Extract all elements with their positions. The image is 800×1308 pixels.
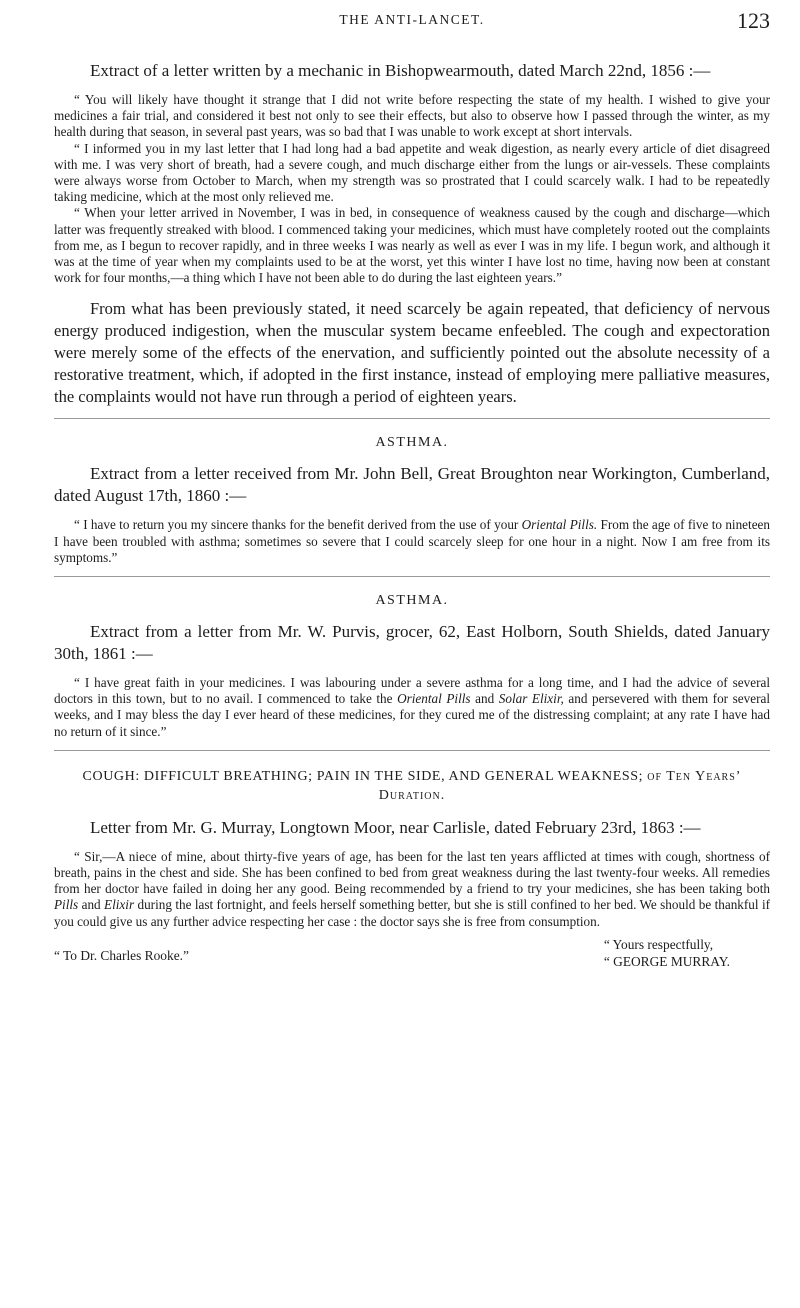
letter-intro-bishopwearmouth: Extract of a letter written by a mechanic in Bishopwearmouth, dated March 22nd, 1856 :— [90,61,711,80]
signature-block [54,936,770,984]
running-title: THE ANTI-LANCET. [339,12,485,27]
letter-murray [54,849,770,930]
letter-text: during the last fortnight, and feels herself something better, but she is still confined to her bed. We should be thankful if you could give us any further advice respecting her case : the doctor says she is free from consumption. [54,897,771,929]
letter-bell [54,517,770,566]
section-divider [54,418,770,419]
section-heading-asthma: ASTHMA. [375,435,449,451]
product-name: Solar Elixir, [498,691,564,707]
signature: “ GEORGE MURRAY. [603,953,730,969]
letter-text: “ I have great faith in your medicines. I was labouring under a severe asthma for a long time, and I had the advice of several doctors in this town, but to no avail. I commenced to take the [54,675,770,707]
letter-paragraph [54,849,770,930]
letter-intro-purvis: Extract from a letter from Mr. W. Purvis, grocer, 62, East Holborn, South Shields, dated January 30th, 1861 :— [54,622,770,664]
section-heading-asthma: ASTHMA. [375,593,449,609]
letter-paragraph: “ You will likely have thought it strange that I did not write before respecting the state of my health. I wished to give your medicines a fair trial, and considered it best not only to see their effects, but also to observe how I passed through the winter, as my health during that season, in several past years, was so bad that I was unable to work except at short intervals. [54,92,770,140]
page-header [54,0,770,60]
page-number: 123 [737,8,770,33]
section-heading-cough [54,767,770,805]
section-divider [54,750,770,751]
closing [604,936,730,970]
commentary-paragraph: From what has been previously stated, it need scarcely be again repeated, that deficiency of nervous energy produced indigestion, when the muscular system became enfeebled. The cough and expectoration were merely some of the effects of the enervation, and sufficiently pointed out the absolute necessity of a restorative treatment, which, if adopted in the first instance, instead of employing mere palliative measures, the complaints would not have run through a period of eighteen years. [54,299,770,407]
heading-duration: of Ten Years’ Duration. [378,768,742,803]
product-name: Oriental Pills [397,691,471,707]
addressee: “ To Dr. Charles Rooke.” [54,947,189,963]
letter-intro-murray: Letter from Mr. G. Murray, Longtown Moor, near Carlisle, dated February 23rd, 1863 :— [90,817,701,837]
letter-bishopwearmouth [54,92,770,286]
product-name: Pills [54,897,79,913]
closing-salutation: “ Yours respectfully, [603,936,714,952]
product-name: Elixir [104,897,135,913]
section-divider [54,576,770,577]
letter-text: and [470,691,499,707]
letter-paragraph [54,517,770,566]
product-name: Oriental Pills. [521,517,598,533]
letter-paragraph: “ When your letter arrived in November, I was in bed, in consequence of weakness caused by the cough and discharge—which latter was frequently streaked with blood. I commenced taking your medicines, which must have completely rooted out the complaints from me, as I begun to recover rapidly, and in three weeks I was nearly as well as ever I was in my life. I begun work, and although it was at the time of year when my complaints used to be at the worst, yet this winter I have lost no time, having now been at constant work for four months,—a thing which I have not been able to do during the last eighteen years.” [54,205,770,286]
letter-intro-bell: Extract from a letter received from Mr. John Bell, Great Broughton near Workington, Cumberland, dated August 17th, 1860 :— [54,464,770,506]
letter-text: “ Sir,—A niece of mine, about thirty-five years of age, has been for the last ten years afflicted at times with cough, shortness of breath, pains in the chest and side. She has been confined to bed from great weakness during the last twenty-four weeks. All remedies from her doctor have failed in doing her any good. Being recommended by a friend to try your medicines, she has been taking both [54,848,770,897]
letter-text: and persevered with them for several weeks, and I may bless the day I ever heard of these medicines, for they cured me of the distressing complaint; at any rate I have had no return of it since.” [54,691,770,739]
letter-text: “ I have to return you my sincere thanks for the benefit derived from the use of your [74,517,522,533]
letter-text: From the age of five to nineteen I have been troubled with asthma; sometimes so severe that I could scarcely sleep for one hour in a night. Now I am free from its symptoms.” [54,517,770,565]
letter-paragraph [54,675,770,740]
heading-text: COUGH: DIFFICULT BREATHING; PAIN IN THE SIDE, AND GENERAL WEAKNESS; [82,768,648,784]
letter-purvis [54,675,770,740]
page [54,0,770,984]
letter-paragraph: “ I informed you in my last letter that I had long had a bad appetite and weak digestion, as nearly every article of diet disagreed with me. I was very short of breath, had a severe cough, and much discharge either from the lungs or air-vessels. These complaints were always worse from October to March, when my strength was so prostrated that I could scarcely walk. I had to be repeatedly taking medicine, which at the most only relieved me. [54,140,770,205]
letter-text: and [78,897,105,913]
